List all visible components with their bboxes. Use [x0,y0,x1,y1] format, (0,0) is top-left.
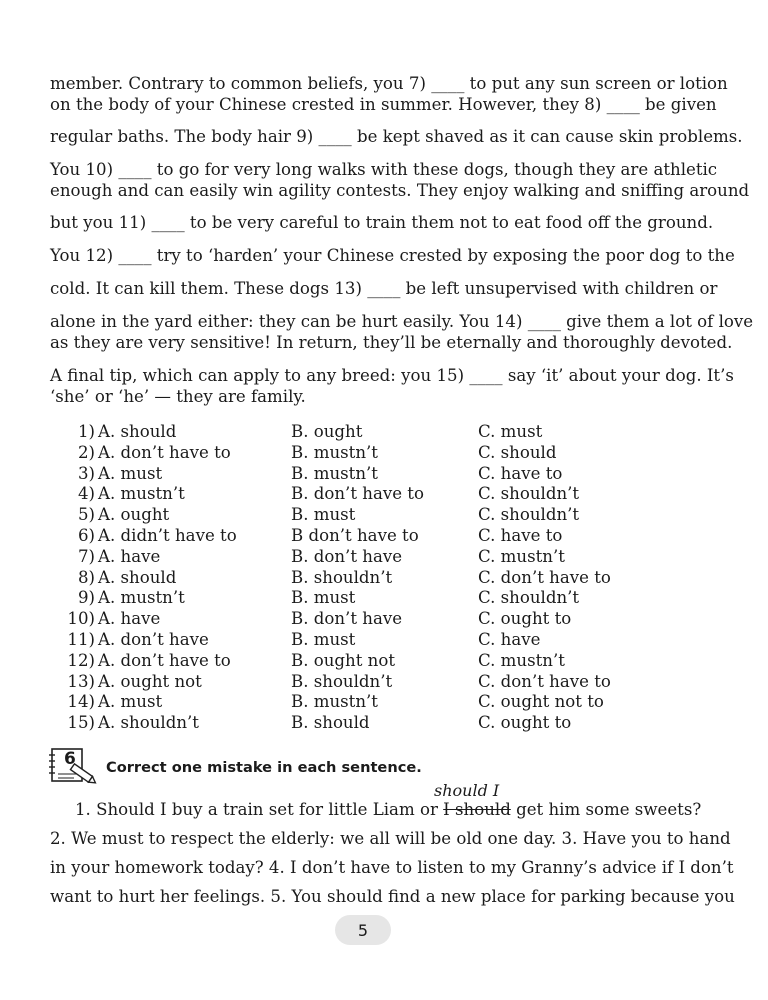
option-row [50,672,690,693]
option-number: 4) [77,484,95,504]
option-a: A. have [98,546,161,566]
option-c: C. ought to [478,713,572,733]
option-c: C. ought not to [478,692,604,712]
answer-options [50,422,690,734]
option-a: A. mustn’t [98,588,185,608]
option-c: C. shouldn’t [478,484,580,504]
option-c: C. shouldn’t [478,588,580,608]
option-row [50,692,690,713]
task-line-1 [50,800,702,820]
option-row [50,713,690,734]
option-number: 12) [67,650,95,670]
option-b: B. must [291,505,356,525]
option-number: 7) [77,546,95,566]
passage-line-7: You 12) ____ try to ‘harden’ your Chinese crested by exposing the poor dog to the [50,246,735,265]
task-line-2: 2. We must to respect the elderly: we all will be old one day. 3. Have you to hand [50,829,731,848]
option-c: C. shouldn’t [478,505,580,525]
option-a: A. have [98,609,161,629]
passage-line-12: ‘she’ or ‘he’ — they are family. [50,387,306,406]
task-line-4: want to hurt her feelings. 5. You should find a new place for parking because you [50,887,735,906]
option-a: A. must [98,463,163,483]
option-b: B. must [291,629,356,649]
option-a: A. don’t have to [98,650,231,670]
option-b: B. should [291,713,370,733]
option-b: B don’t have to [291,525,419,545]
option-number: 11) [67,629,95,649]
option-b: B. don’t have [291,546,403,566]
option-number: 10) [67,609,95,629]
option-b: B. shouldn’t [291,671,393,691]
option-row [50,505,690,526]
option-row [50,547,690,568]
option-b: B. ought [291,422,363,441]
sentence-1-text: 1. Should I buy a train set for little Liam or [75,800,444,819]
option-row [50,630,690,651]
option-b: B. ought not [291,650,396,670]
option-row [50,568,690,589]
option-a: A. must [98,692,163,712]
option-number: 9) [77,588,95,608]
option-row [50,464,690,485]
option-a: A. ought not [98,671,202,691]
notebook-pencil-icon [48,746,98,786]
option-a: A. didn’t have to [98,525,237,545]
option-row [50,484,690,505]
option-row [50,609,690,630]
task-title: Correct one mistake in each sentence. [106,759,422,776]
option-c: C. don’t have to [478,671,611,691]
option-number: 14) [67,692,95,712]
option-b: B. shouldn’t [291,567,393,587]
option-b: B. mustn’t [291,692,378,712]
passage-line-9: alone in the yard either: they can be hurt easily. You 14) ____ give them a lot of love [50,312,754,331]
passage-line-6: but you 11) ____ to be very careful to train them not to eat food off the ground. [50,213,714,232]
sentence-1-end: get him some sweets? [510,800,702,819]
passage-line-3: regular baths. The body hair 9) ____ be kept shaved as it can cause skin problems. [50,127,743,146]
option-c: C. should [478,442,557,462]
option-row [50,526,690,547]
option-c: C. mustn’t [478,546,565,566]
option-b: B. mustn’t [291,463,378,483]
option-row [50,588,690,609]
option-row [50,651,690,672]
option-row [50,443,690,464]
option-number: 6) [77,525,95,545]
option-number: 15) [67,713,95,733]
option-number: 13) [67,671,95,691]
option-c: C. ought to [478,609,572,629]
page-number: 5 [335,915,391,945]
option-c: C. must [478,422,543,441]
passage-line-11: A final tip, which can apply to any breed: you 15) ____ say ‘it’ about your dog. It’s [50,366,734,385]
option-c: C. don’t have to [478,567,611,587]
passage-line-1: member. Contrary to common beliefs, you 7) ____ to put any sun screen or lotion [50,74,728,93]
struck-out-text: I should [443,800,511,819]
option-a: A. ought [98,505,170,525]
option-number: 8) [77,567,95,587]
correction-note: should I [434,781,500,800]
option-row [50,422,690,443]
option-b: B. don’t have to [291,484,424,504]
passage-line-8: cold. It can kill them. These dogs 13) ____ be left unsupervised with children or [50,279,718,298]
passage-line-2: on the body of your Chinese crested in summer. However, they 8) ____ be given [50,95,717,114]
option-number: 5) [77,505,95,525]
option-a: A. should [98,567,177,587]
passage-line-4: You 10) ____ to go for very long walks with these dogs, though they are athletic [50,160,718,179]
option-c: C. have to [478,463,563,483]
task-line-3: in your homework today? 4. I don’t have to listen to my Granny’s advice if I don’t [50,858,734,877]
option-b: B. don’t have [291,609,403,629]
option-b: B. must [291,588,356,608]
option-c: C. mustn’t [478,650,565,670]
option-c: C. have [478,629,541,649]
passage-line-5: enough and can easily win agility contests. They enjoy walking and sniffing around [50,181,750,200]
option-a: A. don’t have to [98,442,231,462]
option-number: 2) [77,442,95,462]
option-c: C. have to [478,525,563,545]
passage-line-10: as they are very sensitive! In return, they’ll be eternally and thoroughly devoted. [50,333,733,352]
option-a: A. shouldn’t [98,713,199,733]
option-number: 3) [77,463,95,483]
task-number: 6 [64,749,76,769]
option-b: B. mustn’t [291,442,378,462]
option-number: 1) [77,422,95,441]
option-a: A. don’t have [98,629,209,649]
option-a: A. should [98,422,177,441]
option-a: A. mustn’t [98,484,185,504]
